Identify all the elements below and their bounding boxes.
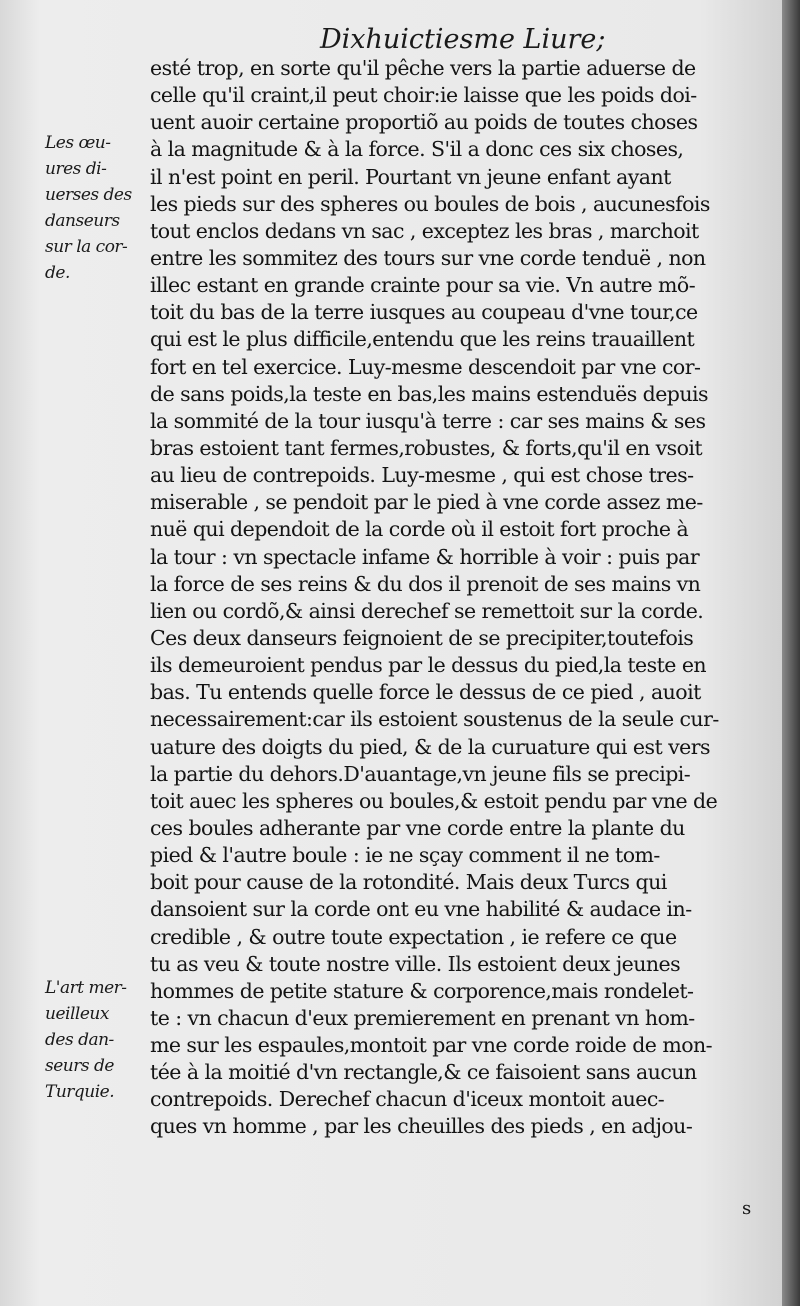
text-line: hommes de petite stature & corporence,mais rondelet- bbox=[150, 978, 694, 1003]
margin-note-line: Turquie. bbox=[45, 1082, 115, 1102]
text-line: necessairement:car ils estoient soustenus de la seule cur- bbox=[150, 707, 719, 732]
text-line: me sur les espaules,montoit par vne corde roide de mon- bbox=[150, 1033, 713, 1058]
text-line: entre les sommitez des tours sur vne corde tenduë , non bbox=[150, 245, 706, 270]
margin-note-line: sur la cor- bbox=[45, 237, 128, 257]
text-line: dansoient sur la corde ont eu vne habilité & audace in- bbox=[150, 897, 692, 922]
text-line: tout enclos dedans vn sac , exceptez les bras , marchoit bbox=[150, 218, 699, 243]
text-line: tée à la moitié d'vn rectangle,& ce faisoient sans aucun bbox=[150, 1060, 697, 1085]
text-line: ces boules adherante par vne corde entre la plante du bbox=[150, 815, 685, 840]
text-line: les pieds sur des spheres ou boules de bois , aucunesfois bbox=[150, 191, 710, 216]
text-line: la partie du dehors.D'auantage,vn jeune fils se precipi- bbox=[150, 761, 691, 786]
text-line: ils demeuroient pendus par le dessus du pied,la teste en bbox=[150, 653, 707, 678]
text-line: il n'est point en peril. Pourtant vn jeune enfant ayant bbox=[150, 164, 671, 189]
text-line: toit auec les spheres ou boules,& estoit pendu par vne de bbox=[150, 788, 718, 813]
margin-note-line: uerses des bbox=[45, 185, 132, 205]
text-line: bras estoient tant fermes,robustes, & forts,qu'il en vsoit bbox=[150, 435, 703, 460]
text-line: miserable , se pendoit par le pied à vne corde assez me- bbox=[150, 490, 703, 515]
body-text bbox=[150, 55, 765, 1141]
margin-note-line: de. bbox=[45, 263, 70, 283]
text-line: Ces deux danseurs feignoient de se precipiter,toutefois bbox=[150, 625, 694, 650]
margin-note-dancers bbox=[45, 130, 155, 286]
text-line: uent auoir certaine proportiõ au poids de toutes choses bbox=[150, 110, 698, 135]
margin-note-line: ures di- bbox=[45, 159, 107, 179]
text-line: contrepoids. Derechef chacun d'iceux montoit auec- bbox=[150, 1087, 665, 1112]
text-line: te : vn chacun d'eux premierement en prenant vn hom- bbox=[150, 1005, 695, 1030]
text-line: fort en tel exercice. Luy-mesme descendoit par vne cor- bbox=[150, 354, 701, 379]
text-line: ques vn homme , par les cheuilles des pieds , en adjou- bbox=[150, 1114, 693, 1139]
text-line: la sommité de la tour iusqu'à terre : car ses mains & ses bbox=[150, 408, 706, 433]
text-line: esté trop, en sorte qu'il pêche vers la partie aduerse de bbox=[150, 56, 696, 80]
margin-note-turkish-dancers bbox=[45, 975, 155, 1105]
text-line: toit du bas de la terre iusques au coupeau d'vne tour,ce bbox=[150, 300, 698, 325]
text-line: illec estant en grande crainte pour sa vie. Vn autre mõ- bbox=[150, 273, 696, 298]
text-line: tu as veu & toute nostre ville. Ils estoient deux jeunes bbox=[150, 951, 681, 976]
margin-note-line: ueilleux bbox=[45, 1004, 109, 1024]
margin-note-line: seurs de bbox=[45, 1056, 114, 1076]
text-line: boit pour cause de la rotondité. Mais deux Turcs qui bbox=[150, 870, 667, 895]
text-line: pied & l'autre boule : ie ne sçay comment il ne tom- bbox=[150, 843, 660, 868]
text-line: credible , & outre toute expectation , ie refere ce que bbox=[150, 924, 677, 949]
text-line: à la magnitude & à la force. S'il a donc ces six choses, bbox=[150, 137, 684, 162]
margin-note-line: danseurs bbox=[45, 211, 120, 231]
text-line: bas. Tu entends quelle force le dessus de ce pied , auoit bbox=[150, 680, 701, 705]
page-edge bbox=[782, 0, 800, 1306]
margin-note-line: des dan- bbox=[45, 1030, 114, 1050]
text-line: celle qu'il craint,il peut choir:ie laisse que les poids doi- bbox=[150, 83, 697, 108]
text-line: uature des doigts du pied, & de la curuature qui est vers bbox=[150, 734, 710, 759]
catchword-mark: s bbox=[742, 1198, 752, 1219]
margin-note-line: L'art mer- bbox=[45, 978, 127, 998]
running-header: Dixhuictiesme Liure; bbox=[320, 24, 606, 55]
text-line: la tour : vn spectacle infame & horrible à voir : puis par bbox=[150, 544, 700, 569]
text-line: qui est le plus difficile,entendu que les reins trauaillent bbox=[150, 327, 695, 352]
text-line: nuë qui dependoit de la corde où il estoit fort proche à bbox=[150, 517, 689, 542]
margin-note-line: Les œu- bbox=[45, 133, 111, 153]
text-line: au lieu de contrepoids. Luy-mesme , qui est chose tres- bbox=[150, 463, 694, 488]
text-line: la force de ses reins & du dos il prenoit de ses mains vn bbox=[150, 571, 701, 596]
text-line: lien ou cordõ,& ainsi derechef se remettoit sur la corde. bbox=[150, 598, 704, 623]
text-line: de sans poids,la teste en bas,les mains estenduës depuis bbox=[150, 381, 708, 406]
